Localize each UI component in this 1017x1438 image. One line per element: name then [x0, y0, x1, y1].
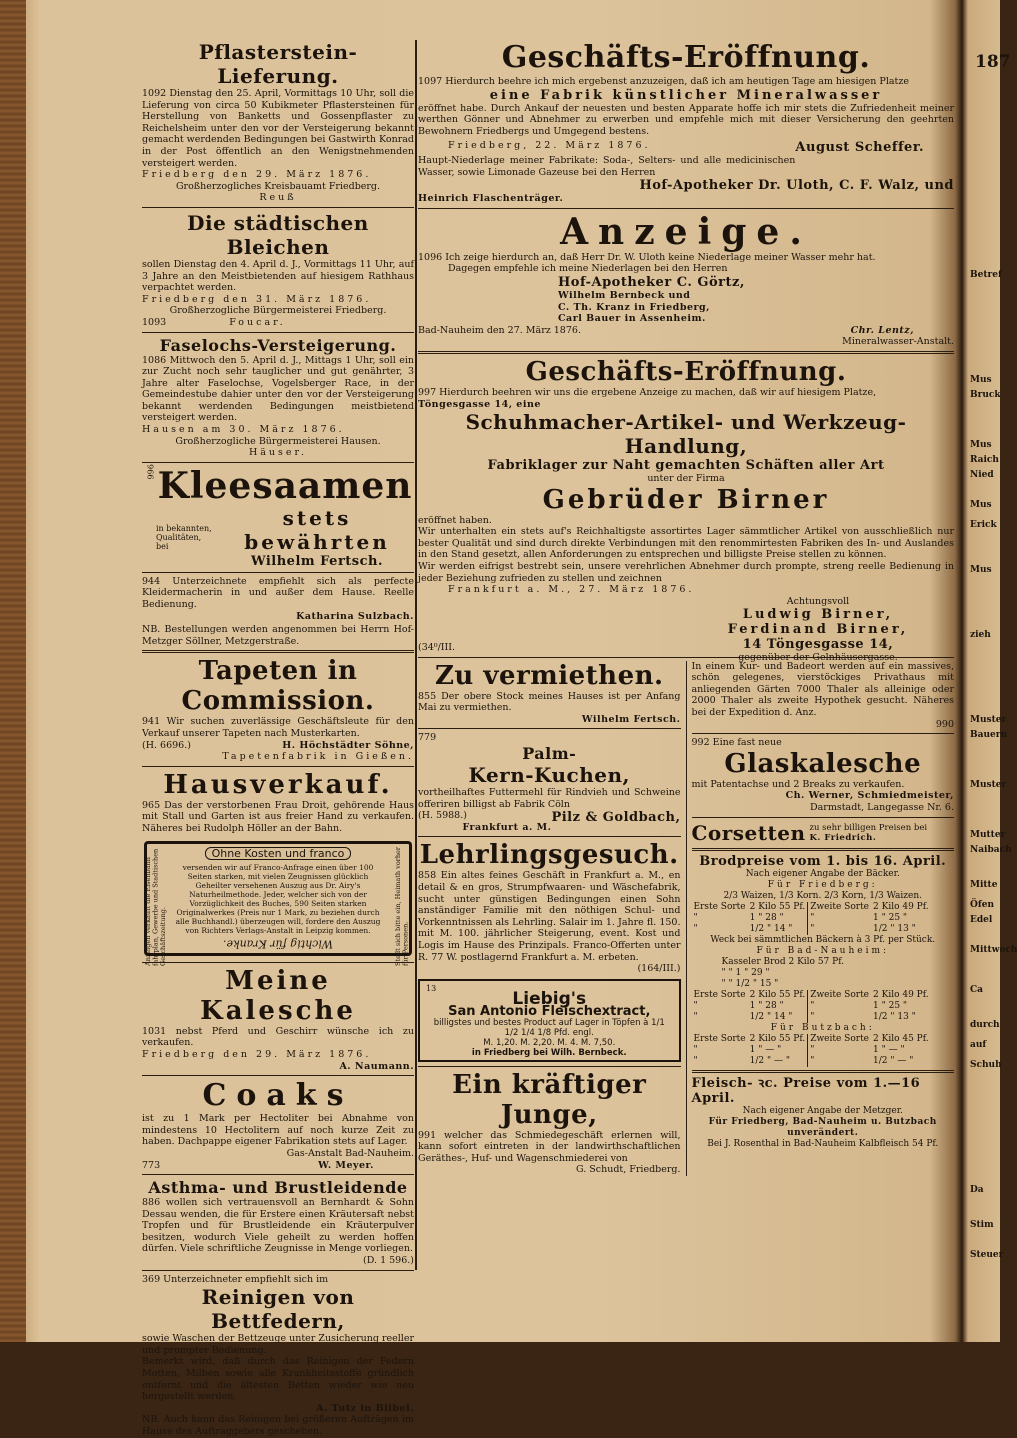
price-cell: 1 " 28 " — [749, 912, 784, 923]
ad-title: Glaskalesche — [724, 748, 922, 779]
ad-corsetten — [692, 821, 955, 845]
price-row — [692, 1056, 931, 1067]
ad-subtitle: eine Fabrik künstlicher Mineralwasser — [489, 87, 883, 103]
ad-subtitle: Gas-Anstalt Bad-Nauheim. — [286, 1147, 414, 1159]
page-number: 187 — [975, 52, 1011, 72]
ad-title: Faselochs-Versteigerung. — [159, 335, 397, 355]
price-place: Für Friedberg: — [767, 879, 878, 890]
price-list-meat — [692, 1076, 955, 1150]
margin-fragment: Erick — [970, 520, 997, 530]
price-weck: Weck bei sämmtlichen Bäckern à 3 Pf. per Stück. — [710, 934, 936, 945]
ad-title: Ein kräftiger Junge, — [452, 1069, 647, 1130]
ad-liebig — [418, 979, 681, 1062]
price-extra: Bei J. Rosenthal in Bad-Nauheim Kalbfleisch 54 Pf. — [707, 1138, 939, 1149]
price-text: Für Friedberg, Bad-Nauheim u. Butzbach — [708, 1116, 937, 1127]
adjacent-page-margin — [966, 0, 1017, 1342]
margin-fragment: Steuer — [970, 1250, 1004, 1260]
ad-number: 966 — [145, 464, 155, 480]
margin-fragment: auf — [970, 1040, 987, 1050]
margin-fragment: Muster — [970, 715, 1007, 725]
ad-firm: Gebrüder Birner — [542, 484, 830, 515]
side-text-right: Stellt sich bitte ein, Heimath vorher für Personen. — [394, 846, 410, 966]
ad-number: 773 — [142, 1159, 161, 1171]
ad-name: Katharina Sulzbach. — [296, 610, 414, 622]
ad-note: NB. Auch kann das Reinigen bei größeren Aufträgen im Hause des Auftraggebers geschehen. — [142, 1414, 414, 1437]
ad-text: 1096 Ich zeige hierdurch an, daß Herr Dr. W. Uloth keine Niederlage meiner Wasser mehr hat. — [418, 251, 876, 263]
ad-subtitle: Mineralwasser-Anstalt. — [842, 336, 954, 348]
price-cell: 1/2 " — " — [873, 1055, 914, 1066]
ad-text: Hierdurch beehre ich mich ergebenst anzuzeigen, daß ich am heutigen Tage am hiesigen Platze — [445, 76, 909, 87]
ad-date: Friedberg den 29. März 1876. — [142, 169, 372, 181]
ad-code: (164/III.) — [637, 963, 681, 975]
price-subtitle: Nach eigener Angabe der Metzger. — [742, 1105, 903, 1116]
price-cell: 1/2 " 14 " — [749, 1011, 793, 1022]
ad-name: A. Naumann. — [339, 1060, 414, 1072]
ad-name: G. Schudt, Friedberg. — [575, 1164, 681, 1176]
ad-asthma — [142, 1178, 414, 1267]
ad-name: K. Friedrich. — [809, 832, 877, 843]
price-row — [692, 1045, 931, 1056]
ad-text-2: Bemerkt wird, daß durch das Reinigen der Federn Motten, Milben sowie alle Krankheitsstoffe gründlich entfernt und die ältesten Betten wieder wie neu hergestellt werden. — [142, 1356, 414, 1403]
ad-faselochs — [142, 336, 414, 459]
ad-text: ist zu 1 Mark per Hectoliter bei Abnahme von mindestens 10 Hectolitern auf noch kurze Zeit zu haben. Dachpappe eigener Fabrikation stets auf Lager. — [142, 1113, 414, 1148]
price-cell: " — [693, 923, 698, 934]
ad-privathaus — [692, 661, 955, 731]
ad-palmkern — [418, 732, 681, 833]
price-cell: 2 Kilo 55 Pf. — [749, 1033, 806, 1044]
ad-mineralwasser — [418, 40, 954, 205]
ad-number: 779 — [418, 732, 437, 744]
price-cell: Zweite Sorte — [808, 1034, 871, 1045]
margin-fragment: Bruck — [970, 390, 1001, 400]
margin-fragment: Da — [970, 1185, 984, 1195]
margin-fragment: Muster — [970, 780, 1007, 790]
margin-fragment: Öfen — [970, 900, 994, 910]
ad-title: Reinigen von Bettfedern, — [201, 1285, 355, 1334]
price-row — [692, 1001, 931, 1012]
price-cell: 1/2 " — " — [749, 1055, 790, 1066]
price-cell: " — [808, 1012, 871, 1023]
ad-date: Hausen am 30. März 1876. — [142, 424, 345, 436]
price-table-nauheim — [692, 990, 931, 1023]
price-cell: 2 Kilo 49 Pf. — [873, 901, 929, 912]
price-row — [692, 1012, 931, 1023]
price-list-bread — [692, 854, 955, 1067]
ad-agent-line: C. Th. Kranz in Friedberg, — [558, 301, 710, 313]
ad-name: Ch. Werner, Schmiedmeister, — [785, 790, 954, 802]
ad-title: Meine Kalesche — [200, 965, 356, 1026]
price-cell: " — [808, 924, 871, 935]
price-cell: " — [808, 1001, 871, 1012]
ad-text: 941 Wir suchen zuverlässige Geschäftsleute für den Verkauf unserer Tapeten nach Musterkarten. — [142, 716, 414, 739]
ad-text: billigstes und bestes Product auf Lager in Töpfen à 1/1 1/2 1/4 1/8 Pfd. engl. — [433, 1017, 665, 1038]
ad-name: August Scheffer. — [795, 140, 924, 156]
margin-fragment: Mutter — [970, 830, 1006, 840]
ad-agent-2: Heinrich Flaschenträger. — [418, 193, 564, 205]
ad-text: vortheilhaftes Futtermehl für Rindvieh und Schweine offeriren billigst ab Fabrik Cöln — [418, 787, 681, 810]
ad-title: Lehrlingsgesuch. — [419, 840, 679, 871]
ad-hausverkauf — [142, 770, 414, 835]
ad-agent-line: Carl Bauer in Assenheim. — [558, 313, 706, 325]
ad-text: 997 Hierdurch beehren wir uns die ergebene Anzeige zu machen, daß wir auf hiesigem Platze, — [418, 386, 877, 398]
ad-title: Asthma- und Brustleidende — [148, 1178, 408, 1198]
margin-fragment: Naibach — [970, 845, 1012, 855]
price-row — [692, 902, 931, 913]
ad-text: sowie Waschen der Bettzeuge unter Zusicherung reeller und prompter Bedienung. — [142, 1333, 414, 1356]
margin-fragment: Mus — [970, 500, 992, 510]
price-cell: " — [693, 1011, 698, 1022]
ad-greeting: Achtungsvoll — [786, 595, 850, 607]
ad-text-3: Haupt-Niederlage meiner Fabrikate: Soda-, Selters- und alle medicinischen Wasser, sowie Limonade Gazeuse bei den Herren — [418, 154, 796, 178]
price-unchanged: unverändert. — [787, 1127, 859, 1138]
ad-text: 1031 nebst Pferd und Geschirr wünsche ich zu verkaufen. — [142, 1025, 414, 1049]
price-kasseler: " " 1/2 " 15 " — [721, 978, 779, 989]
price-cell: 2 Kilo 45 Pf. — [873, 1033, 929, 1044]
ad-where: in Friedberg bei Wilh. Bernbeck. — [471, 1047, 627, 1058]
ad-title-2: Kern-Kuchen, — [468, 763, 630, 787]
price-cell: " — [693, 1055, 698, 1066]
ad-coaks — [142, 1079, 414, 1171]
margin-fragment: durch — [970, 1020, 1000, 1030]
price-cell: Erste Sorte — [693, 1033, 746, 1044]
ad-bleichen — [142, 211, 414, 329]
price-cell: " — [808, 913, 871, 924]
ad-title: Hausverkauf. — [163, 769, 393, 800]
price-cell: " — [693, 1000, 698, 1011]
price-cell: Erste Sorte — [693, 989, 746, 1000]
ad-label: Ohne Kosten und franco — [205, 847, 352, 861]
price-kasseler: Kasseler Brod 2 Kilo 57 Pf. — [721, 956, 845, 967]
ad-number: 1093 — [142, 316, 167, 328]
ad-signature-name: Häuser. — [248, 447, 308, 459]
ad-signature: Großherzogliche Bürgermeisterei Hausen. — [175, 435, 381, 447]
ad-title: Palm- — [522, 744, 577, 763]
ad-text-3: Wir unterhalten ein stets auf's Reichhaltigste assortirtes Lager sämmtlicher Artikel von ausschließlich nur bester Qualität und sind durch direkte Verbindungen mit den renommirtesten Fabriken des In- und Auslandes in den Stand gesetzt, allen Anforderungen zu entsprechen und billigste Preise stellen zu können. — [418, 526, 954, 561]
margin-fragment: Mittwoch — [970, 945, 1017, 955]
ad-date: Bad-Nauheim den 27. März 1876. — [418, 324, 581, 336]
price-cell: " — [693, 912, 698, 923]
ad-signature-name: Reuß — [259, 192, 297, 204]
ad-subtitle: Tapetenfabrik in Gießen. — [222, 751, 414, 763]
ad-text: versenden wir auf Franco-Anfrage einen über 100 Seiten starken, mit vielen Zeugnissen glücklich Geheilter versehenen Auszug aus Dr. Airy's Naturheilmethode. Jeder, welcher sich von der Vorzüglichkeit des Buches, 590 Seiten starken Originalwerkes (Preis nur 1 Mark, zu beziehen durch alle Buchhandl.) überzeugen will, fordere den Auszug von Richters Verlags-Anstalt in Leipzig kommen. — [175, 863, 381, 936]
ad-title: Coaks — [202, 1078, 354, 1114]
ad-signer-note: gegenüber der Gelnhäusergasse. — [738, 652, 898, 664]
ad-signer: Ferdinand Birner, — [727, 622, 909, 638]
ad-kalesche — [142, 966, 414, 1072]
price-title: Brodpreise vom 1. bis 16. April. — [699, 853, 947, 869]
margin-fragment: Nied — [970, 470, 994, 480]
price-cell: 2 Kilo 55 Pf. — [749, 989, 806, 1000]
ad-place: Frankfurt a. M. — [462, 821, 552, 833]
ad-footer-inverted: Wichtig für Kranke. — [222, 937, 334, 951]
margin-fragment: Mus — [970, 375, 992, 385]
price-place: Für Bad-Nauheim: — [756, 945, 890, 956]
ad-tapeten — [142, 656, 414, 762]
ad-code: (H. 6696.) — [142, 739, 191, 751]
two-column-ads — [418, 661, 954, 1176]
ad-firm-pre: unter der Firma — [647, 473, 725, 485]
ad-subtitle: San Antonio Fleischextract, — [448, 1003, 651, 1019]
ad-number: 990 — [935, 718, 954, 730]
margin-fragment: Mitte — [970, 880, 998, 890]
margin-fragment: Schuh — [970, 1060, 1002, 1070]
price-cell: 1/2 " 14 " — [749, 923, 793, 934]
ad-prices: M. 1,20. M. 2,20. M. 4. M. 7,50. — [483, 1037, 616, 1048]
ad-name: Chr. Lentz, — [850, 324, 914, 336]
price-cell: Erste Sorte — [693, 901, 746, 912]
price-subtitle: Nach eigener Angabe der Bäcker. — [745, 868, 900, 879]
price-table-friedberg — [692, 902, 931, 935]
price-cell: 1 " — " — [873, 1044, 905, 1055]
ad-signer: Ludwig Birner, — [742, 607, 894, 623]
ad-name: Wilhelm Fertsch. — [581, 713, 681, 725]
ad-title: Geschäfts-Eröffnung. — [501, 40, 871, 75]
ad-text: 991 welcher das Schmiedegeschäft erlernen will, kann sofort eintreten in der landwirthschaftlichen Geräthes-, Huf- und Wagenschmiederei von — [418, 1129, 681, 1164]
ad-signature-name: Foucar. — [229, 316, 286, 328]
ad-title: Geschäfts-Eröffnung. — [525, 356, 847, 387]
ad-title: Die städtischen Bleichen — [187, 210, 369, 259]
ad-subtitle: stets bewährten — [244, 505, 390, 554]
margin-fragment: Ca — [970, 985, 983, 995]
ad-lehrling — [418, 840, 681, 974]
ad-title: Anzeige. — [560, 210, 812, 253]
ad-name: Pilz & Goldbach, — [551, 810, 681, 826]
ad-date: Friedberg den 29. März 1876. — [142, 1048, 372, 1060]
ad-ohne-kosten — [144, 841, 412, 966]
margin-fragment: Mus — [970, 440, 992, 450]
ad-date: Friedberg, 22. März 1876. — [448, 140, 651, 152]
price-cell: 1 " — " — [749, 1044, 782, 1055]
ad-text: 944 Unterzeichnete empfiehlt sich als perfecte Kleidermacherin in und außer dem Hause. Reelle Bedienung. — [142, 575, 414, 611]
ad-note: NB. Bestellungen werden angenommen bei Herrn Hof-Metzger Söllner, Metzgerstraße. — [142, 624, 414, 647]
ad-agents: Hof-Apotheker Dr. Uloth, C. F. Walz, und — [639, 178, 954, 194]
ad-pflaster — [142, 40, 414, 204]
price-cell: " — [808, 1045, 871, 1056]
price-cell: 2 Kilo 55 Pf. — [749, 901, 806, 912]
ad-bettfedern — [142, 1274, 414, 1438]
ad-code: (D. 1 596.) — [363, 1255, 414, 1267]
price-row — [692, 1034, 931, 1045]
price-cell: 2 Kilo 49 Pf. — [873, 989, 929, 1000]
sub-column-left — [418, 661, 686, 1176]
ad-title: Zu vermiethen. — [434, 660, 664, 691]
margin-fragment: Raich — [970, 455, 999, 465]
column-rule — [415, 40, 417, 1270]
ad-intro: 369 Unterzeichneter empfiehlt sich im — [142, 1273, 329, 1285]
sub-column-right — [686, 661, 955, 1176]
price-cell: 1 " 25 " — [873, 1000, 908, 1011]
price-kasseler: " " 1 " 29 " — [721, 967, 770, 978]
ad-line-2: Fabriklager zur Naht gemachten Schäften aller Art — [487, 458, 885, 474]
ad-code: (34⁰/III. — [418, 642, 456, 654]
margin-fragment: Bauern — [970, 730, 1007, 740]
ad-name: A. Tutz in Bilbel. — [316, 1402, 414, 1414]
ad-title: Pflasterstein-Lieferung. — [198, 40, 358, 88]
ad-name: W. Meyer. — [318, 1159, 374, 1171]
ad-text: in bekannten, Qualitäten, bei — [156, 523, 212, 551]
ad-anzeige — [418, 212, 954, 348]
ad-klee — [142, 466, 414, 569]
ad-text: 965 Das der verstorbenen Frau Droit, gehörende Haus mit Stall und Garten ist aus freier Hand zu verkaufen. Näheres bei Rudolph Höller an der Bahn. — [142, 799, 414, 834]
ad-number: 13 — [426, 983, 437, 993]
price-place: Für Butzbach: — [770, 1022, 875, 1033]
ad-text: 992 Eine fast neue — [691, 737, 782, 749]
margin-fragment: Edel — [970, 915, 993, 925]
price-row — [692, 913, 931, 924]
ad-agent-line: Wilhelm Bernbeck und — [558, 289, 691, 301]
price-cell: 1 " 28 " — [749, 1000, 784, 1011]
ad-address: Darmstadt, Langegasse Nr. 6. — [810, 801, 954, 813]
margin-fragment: zieh — [970, 630, 991, 640]
ad-signature: Großherzogliches Kreisbauamt Friedberg. — [175, 180, 381, 192]
ad-text: 1086 Mittwoch den 5. April d. J., Mittags 1 Uhr, soll ein zur Zucht noch sehr tauglicher und gut genährter, 3 Jahre alter Faselochse, Vogelsberger Race, in der Gemeindestube dahier unter den vor der Versteigerung bekannt werdenden Bedingungen meistbietend versteigert werden. — [142, 354, 414, 424]
ad-name: H. Höchstädter Söhne, — [282, 739, 414, 751]
ad-text: 886 wollen sich vertrauensvoll an Bernhardt & Sohn Dessau wenden, die für Erstere einen Kräutersaft nebst Tropfen und für Brustleidende ein Kräuterpulver besitzen, wodurch Viele geheilt zu werden hoffen dürfen. Viele schriftliche Zeugnisse in Menge vorliegen. — [142, 1197, 414, 1255]
ad-date: Friedberg den 31. März 1876. — [142, 293, 372, 305]
ad-junge — [418, 1070, 681, 1176]
left-column — [142, 40, 414, 1438]
ad-birner — [418, 356, 954, 664]
ad-text: In einem Kur- und Badeort werden auf ein massives, schön gelegenes, vierstöckiges Privathaus mit anliegenden Gärten 7000 Thaler als alleinige oder 2000 Thaler als zweite Hypothek gesucht. Näheres bei der Expedition d. Anz. — [691, 660, 954, 718]
ad-text-4: Wir werden eifrigst bestrebt sein, unsere verehrlichen Abnehmer durch prompte, streng reelle Bedienung in jeder Beziehung zufrieden zu stellen und zeichnen — [418, 561, 954, 584]
ad-kleider — [142, 576, 414, 648]
ad-line-1: Schuhmacher-Artikel- und Werkzeug-Handlung, — [465, 410, 907, 459]
ad-text-2: Dagegen empfehle ich meine Niederlagen bei den Herren — [448, 263, 728, 275]
book-spine — [0, 0, 26, 1342]
ad-glaskalesche — [692, 737, 955, 813]
ad-title: Tapeten in Commission. — [181, 656, 375, 717]
ad-date: Frankfurt a. M., 27. März 1876. — [448, 584, 695, 596]
price-title: Fleisch- ꝛc. Preise vom 1.—16 April. — [691, 1075, 921, 1106]
ad-text-2: mit Patentachse und 2 Breaks zu verkaufen. — [691, 778, 905, 790]
price-cell: 1 " 25 " — [873, 912, 908, 923]
ad-text: 855 Der obere Stock meines Hauses ist per Anfang Mai zu vermiethen. — [418, 690, 681, 714]
price-cell: 1/2 " 13 " — [873, 923, 916, 934]
ad-signature: Großherzogliche Bürgermeisterei Friedberg. — [169, 305, 387, 317]
price-row — [692, 924, 931, 935]
ad-title: Corsetten — [691, 820, 806, 845]
ad-title: Liebig's — [512, 989, 587, 1010]
margin-fragment: Betref — [970, 270, 1002, 280]
ad-text: zu sehr billigen Preisen bei — [809, 822, 928, 833]
ad-text: sollen Dienstag den 4. April d. J., Vormittags 11 Uhr, auf 3 Jahre an den Meistbietenden auf hiesigem Rathhaus verpachtet werden. — [142, 258, 414, 294]
ad-text: 858 Ein altes feines Geschäft in Frankfurt a. M., en detail & en gros, Strumpfwaaren- und Wäschefabrik, sucht unter günstigen Bedingungen einen Sohn anständiger Familie mit den nöthigen Schul- und Vorkenntnissen als Lehrling. Salair im 1. Jahre fl. 150. mit M. 100. jährlicher Steigerung, event. Kost und Logis im Hause des Prinzipals. Franco-Offerten unter R. 77 W. postlagernd Frankfurt a. M. erbeten. — [418, 870, 681, 963]
ad-number: 1097 — [418, 76, 443, 87]
ad-code: (H. 5988.) — [418, 810, 467, 822]
right-column — [418, 40, 954, 1176]
margin-fragment: Stim — [970, 1220, 994, 1230]
price-cell: " — [808, 1056, 871, 1067]
price-cell: 1/2 " 13 " — [873, 1011, 916, 1022]
ad-title: Kleesaamen — [157, 464, 413, 507]
ad-text-2: eröffnet habe. Durch Ankauf der neuesten und besten Apparate hoffe ich mir stets die Zufriedenheit meiner werthen Gönner und Abnehmer zu erwerben und empfehle mich mit dieser Versicherung den geehrten Bewohnern Friedbergs und Umgegend bestens. — [418, 102, 954, 137]
side-text-left: Anzeigen verkauft die Eisenbahn fahrplan, Gewerbe und Stadtischen Geschäftszeitung. — [144, 848, 167, 966]
ad-address: Töngesgasse 14, eine — [418, 398, 541, 410]
margin-fragment: Mus — [970, 565, 992, 575]
ad-text-2: eröffnet haben. — [418, 514, 492, 526]
price-row — [692, 990, 931, 1001]
ad-name: Wilhelm Fertsch. — [250, 553, 384, 569]
price-mix: 2/3 Waizen, 1/3 Korn. 2/3 Korn, 1/3 Waizen. — [723, 890, 923, 901]
ad-agent-line: Hof-Apotheker C. Görtz, — [558, 274, 745, 290]
ad-text: 1092 Dienstag den 25. April, Vormittags 10 Uhr, soll die Lieferung von circa 50 Kubikmeter Pflastersteinen für Herstellung von Banketts und Gossenpflaster zu Reichelsheim unter den vor der Versteigerung bekannt gemacht werdenden Bedingungen bei Gastwirth Konrad in der Post öffentlich an den Wenigstnehmenden versteigert werden. — [142, 88, 414, 169]
price-cell: Zweite Sorte — [808, 902, 871, 913]
price-cell: " — [693, 1044, 698, 1055]
ad-signer-address: 14 Töngesgasse 14, — [742, 637, 894, 653]
price-table-butzbach — [692, 1034, 931, 1067]
ad-vermieten — [418, 661, 681, 726]
price-cell: Zweite Sorte — [808, 990, 871, 1001]
